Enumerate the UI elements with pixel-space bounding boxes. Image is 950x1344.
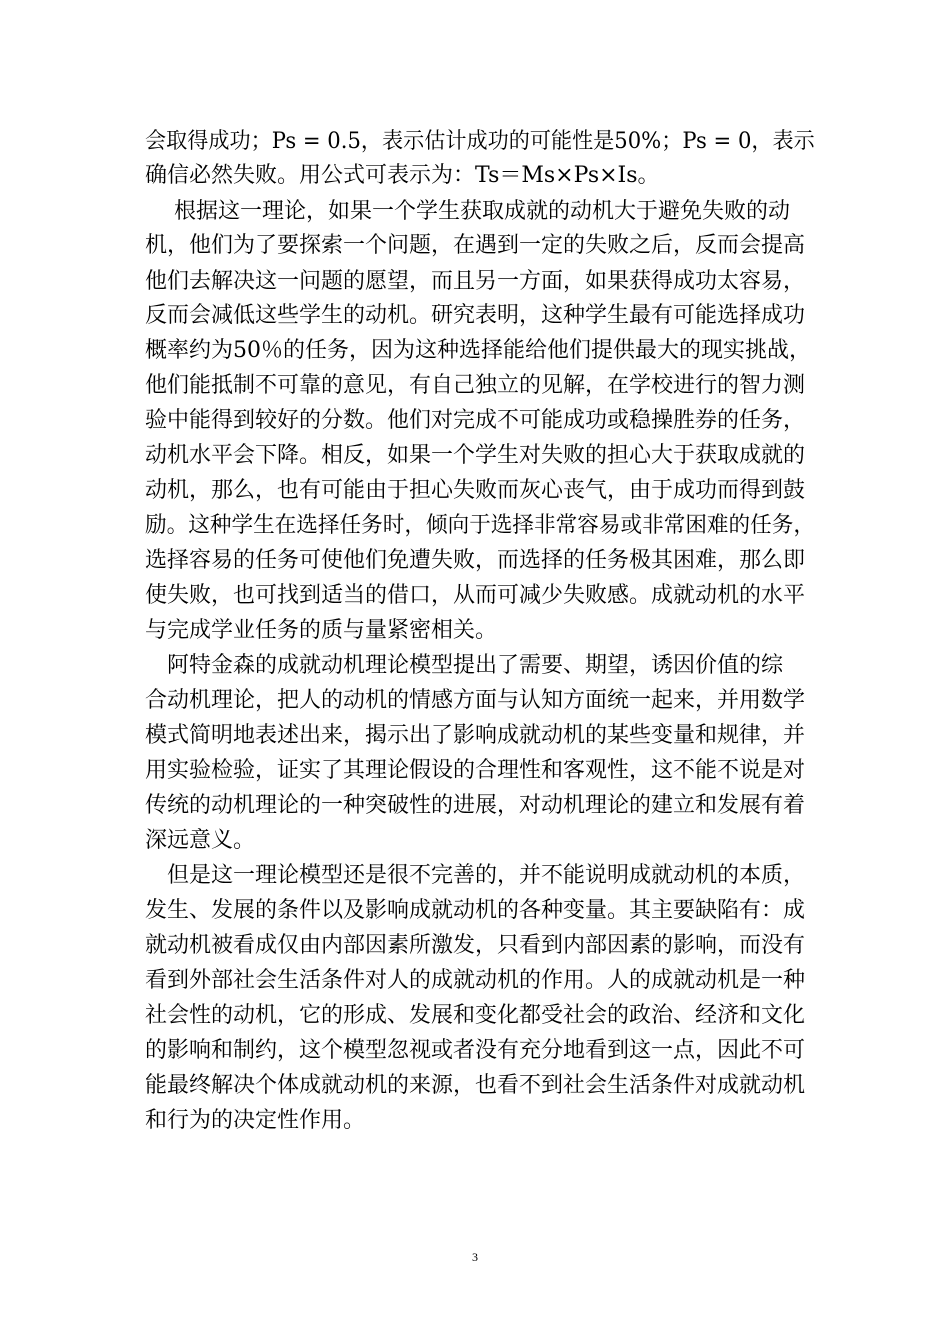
text-line: 会取得成功；Ps = 0.5，表示估计成功的可能性是50%；Ps = 0，表示 [145,129,815,154]
page-number: 3 [472,1250,478,1264]
text-line: 传统的动机理论的一种突破性的进展，对动机理论的建立和发展有着 [145,793,806,818]
text-line: 的影响和制约，这个模型忽视或者没有充分地看到这一点，因此不可 [145,1038,806,1063]
text-line: 阿特金森的成就动机理论模型提出了需要、期望，诱因价值的综 [145,653,784,678]
text-line: 反而会减低这些学生的动机。研究表明，这种学生最有可能选择成功 [145,303,806,328]
text-line: 模式简明地表述出来，揭示出了影响成就动机的某些变量和规律，并 [145,723,806,748]
text-line: 社会性的动机，它的形成、发展和变化都受社会的政治、经济和文化 [145,1003,806,1028]
text-line: 验中能得到较好的分数。他们对完成不可能成功或稳操胜券的任务， [145,408,806,433]
text-line: 根据这一理论，如果一个学生获取成就的动机大于避免失败的动 [145,199,790,224]
text-line: 确信必然失败。用公式可表示为：Ts＝Ms×Ps×Is。 [145,163,660,188]
text-line: 动机，那么，也有可能由于担心失败而灰心丧气，由于成功而得到鼓 [145,478,806,503]
text-line: 但是这一理论模型还是很不完善的，并不能说明成就动机的本质， [145,863,806,888]
text-line: 深远意义。 [145,828,256,853]
text-line: 看到外部社会生活条件对人的成就动机的作用。人的成就动机是一种 [145,968,806,993]
text-line: 他们能抵制不可靠的意见，有自己独立的见解，在学校进行的智力测 [145,373,806,398]
text-line: 他们去解决这一问题的愿望，而且另一方面，如果获得成功太容易， [145,269,806,294]
text-line: 能最终解决个体成就动机的来源，也看不到社会生活条件对成就动机 [145,1073,806,1098]
text-line: 与完成学业任务的质与量紧密相关。 [145,618,498,643]
text-line: 发生、发展的条件以及影响成就动机的各种变量。其主要缺陷有：成 [145,898,806,923]
text-line: 动机水平会下降。相反，如果一个学生对失败的担心大于获取成就的 [145,443,806,468]
text-line: 概率约为50％的任务，因为这种选择能给他们提供最大的现实挑战， [145,338,811,363]
text-line: 励。这种学生在选择任务时，倾向于选择非常容易或非常困难的任务， [145,513,816,538]
text-line: 机，他们为了要探索一个问题，在遇到一定的失败之后，反而会提高 [145,233,806,258]
text-line: 和行为的决定性作用。 [145,1108,366,1133]
text-line: 合动机理论，把人的动机的情感方面与认知方面统一起来，并用数学 [145,688,806,713]
text-line: 就动机被看成仅由内部因素所激发，只看到内部因素的影响，而没有 [145,933,806,958]
text-line: 使失败，也可找到适当的借口，从而可减少失败感。成就动机的水平 [145,583,806,608]
text-line: 用实验检验，证实了其理论假设的合理性和客观性，这不能不说是对 [145,758,806,783]
text-line: 选择容易的任务可使他们免遭失败，而选择的任务极其困难，那么即 [145,548,806,573]
